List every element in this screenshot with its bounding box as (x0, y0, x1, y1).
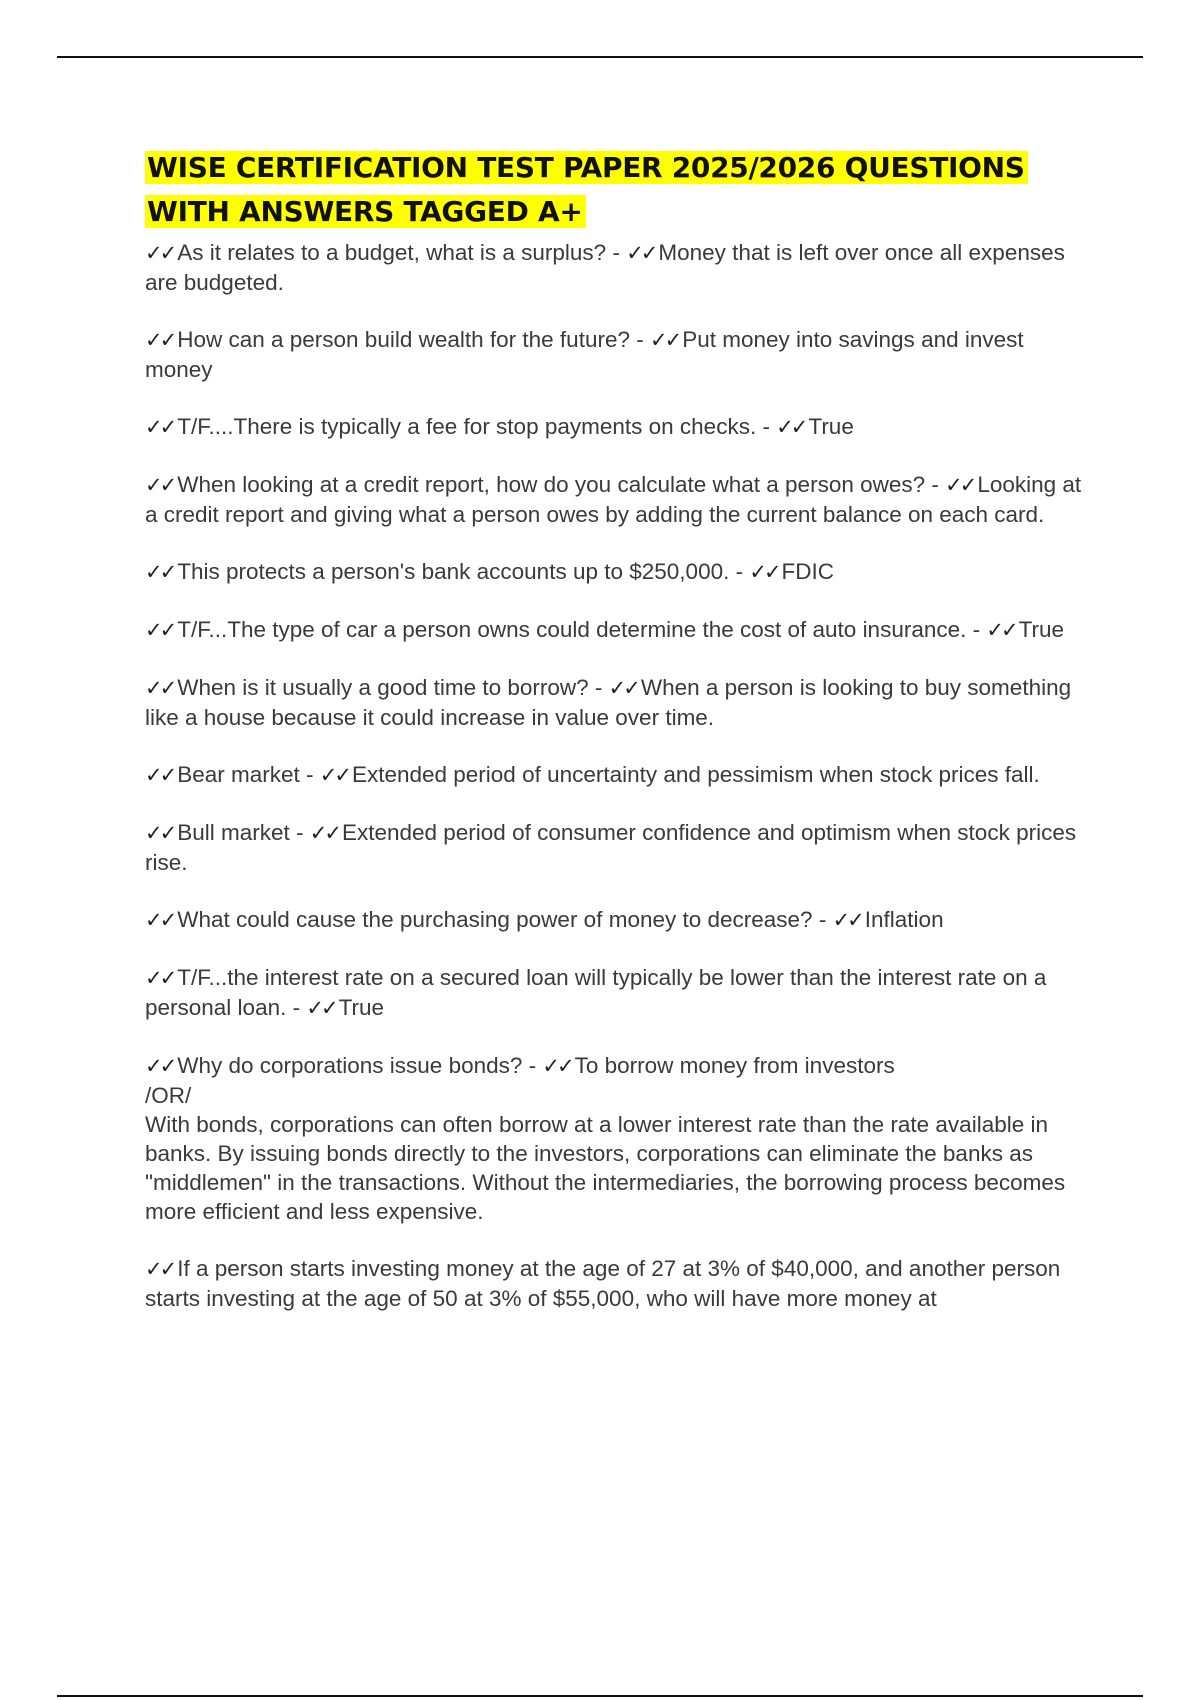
document-body (145, 146, 1095, 1341)
check-icon: ✓✓ (145, 560, 175, 584)
check-icon: ✓✓ (145, 328, 175, 352)
qa-separator: - (588, 675, 609, 700)
qa-separator: - (756, 414, 777, 439)
page-top-rule (57, 56, 1143, 58)
answer-text: When a person is looking to buy something like a house because it could increase in value over time. (145, 675, 1072, 730)
check-icon: ✓✓ (145, 676, 175, 700)
question-text: How can a person build wealth for the future? (177, 327, 630, 352)
answer-text: True (338, 995, 384, 1020)
question-text: T/F....There is typically a fee for stop payments on checks. (177, 414, 757, 439)
qa-item (145, 412, 1095, 442)
qa-separator: - (286, 995, 307, 1020)
check-icon: ✓✓ (145, 473, 175, 497)
qa-item (145, 325, 1095, 384)
qa-item (145, 673, 1095, 732)
check-icon: ✓✓ (145, 1054, 175, 1078)
check-icon: ✓✓ (145, 618, 175, 642)
check-icon: ✓✓ (986, 618, 1016, 642)
page-bottom-rule (57, 1695, 1143, 1697)
question-text: T/F...The type of car a person owns could determine the cost of auto insurance. (177, 617, 967, 642)
question-text: As it relates to a budget, what is a surplus? (177, 240, 607, 265)
title-highlight: WISE CERTIFICATION TEST PAPER 2025/2026 QUESTIONS WITH ANSWERS TAGGED A+ (145, 151, 1028, 228)
check-icon: ✓✓ (319, 763, 349, 787)
check-icon: ✓✓ (626, 241, 656, 265)
check-icon: ✓✓ (608, 676, 638, 700)
answer-text: Extended period of uncertainty and pessimism when stock prices fall. (351, 762, 1040, 787)
check-icon: ✓✓ (309, 821, 339, 845)
question-text: When is it usually a good time to borrow? (177, 675, 589, 700)
answer-alternative-marker: /OR/ (145, 1083, 192, 1108)
answer-text: Put money into savings and invest money (145, 327, 1024, 382)
qa-separator: - (299, 762, 320, 787)
question-text: What could cause the purchasing power of money to decrease? (177, 907, 813, 932)
answer-text: True (1018, 617, 1065, 642)
qa-item (145, 1051, 1095, 1226)
qa-item (145, 760, 1095, 790)
document-title (145, 146, 1095, 234)
check-icon: ✓✓ (145, 821, 175, 845)
qa-separator: - (966, 617, 987, 642)
qa-item (145, 557, 1095, 587)
qa-item (145, 963, 1095, 1023)
qa-separator: - (925, 472, 946, 497)
check-icon: ✓✓ (945, 473, 975, 497)
check-icon: ✓✓ (145, 763, 175, 787)
qa-item (145, 1254, 1095, 1313)
question-text: Why do corporations issue bonds? (177, 1053, 523, 1078)
answer-text: Extended period of consumer confidence and optimism when stock prices rise. (145, 820, 1077, 875)
qa-separator: - (522, 1053, 543, 1078)
check-icon: ✓✓ (145, 415, 175, 439)
check-icon: ✓✓ (649, 328, 680, 352)
check-icon: ✓✓ (145, 966, 175, 990)
check-icon: ✓✓ (145, 908, 175, 932)
question-text: T/F...the interest rate on a secured loan will typically be lower than the interest rate on a personal loan. (145, 965, 1047, 1020)
check-icon: ✓✓ (542, 1054, 572, 1078)
check-icon: ✓✓ (832, 908, 862, 932)
question-text: Bull market (177, 820, 290, 845)
answer-text: Inflation (864, 907, 944, 932)
qa-separator: - (629, 327, 650, 352)
answer-explanation: With bonds, corporations can often borrow at a lower interest rate than the rate available in banks. By issuing bonds directly to the investors, corporations can eliminate the banks as "middlemen" in the transactions. Without the intermediaries, the borrowing process becomes more efficient and less expensive. (145, 1112, 1066, 1224)
qa-item (145, 470, 1095, 529)
question-text: When looking at a credit report, how do you calculate what a person owes? (177, 472, 926, 497)
qa-item (145, 905, 1095, 935)
question-text: This protects a person's bank accounts up to $250,000. (177, 559, 730, 584)
qa-separator: - (729, 559, 750, 584)
question-text: Bear market (177, 762, 300, 787)
qa-separator: - (606, 240, 627, 265)
check-icon: ✓✓ (306, 996, 336, 1020)
qa-item (145, 615, 1095, 645)
answer-text: True (808, 414, 854, 439)
check-icon: ✓✓ (749, 560, 779, 584)
answer-text: Money that is left over once all expenses are budgeted. (145, 240, 1065, 295)
question-text: If a person starts investing money at the age of 27 at 3% of $40,000, and another person starts investing at the age of 50 at 3% of $55,000, who will have more money at (145, 1256, 1061, 1311)
qa-separator: - (812, 907, 833, 932)
answer-text: Looking at a credit report and giving what a person owes by adding the current balance on each card. (145, 472, 1082, 527)
check-icon: ✓✓ (145, 1257, 175, 1281)
qa-item (145, 238, 1095, 297)
qa-separator: - (289, 820, 310, 845)
answer-text: To borrow money from investors (574, 1053, 895, 1078)
check-icon: ✓✓ (776, 415, 806, 439)
check-icon: ✓✓ (145, 241, 175, 265)
answer-text: FDIC (781, 559, 835, 584)
qa-item (145, 818, 1095, 877)
